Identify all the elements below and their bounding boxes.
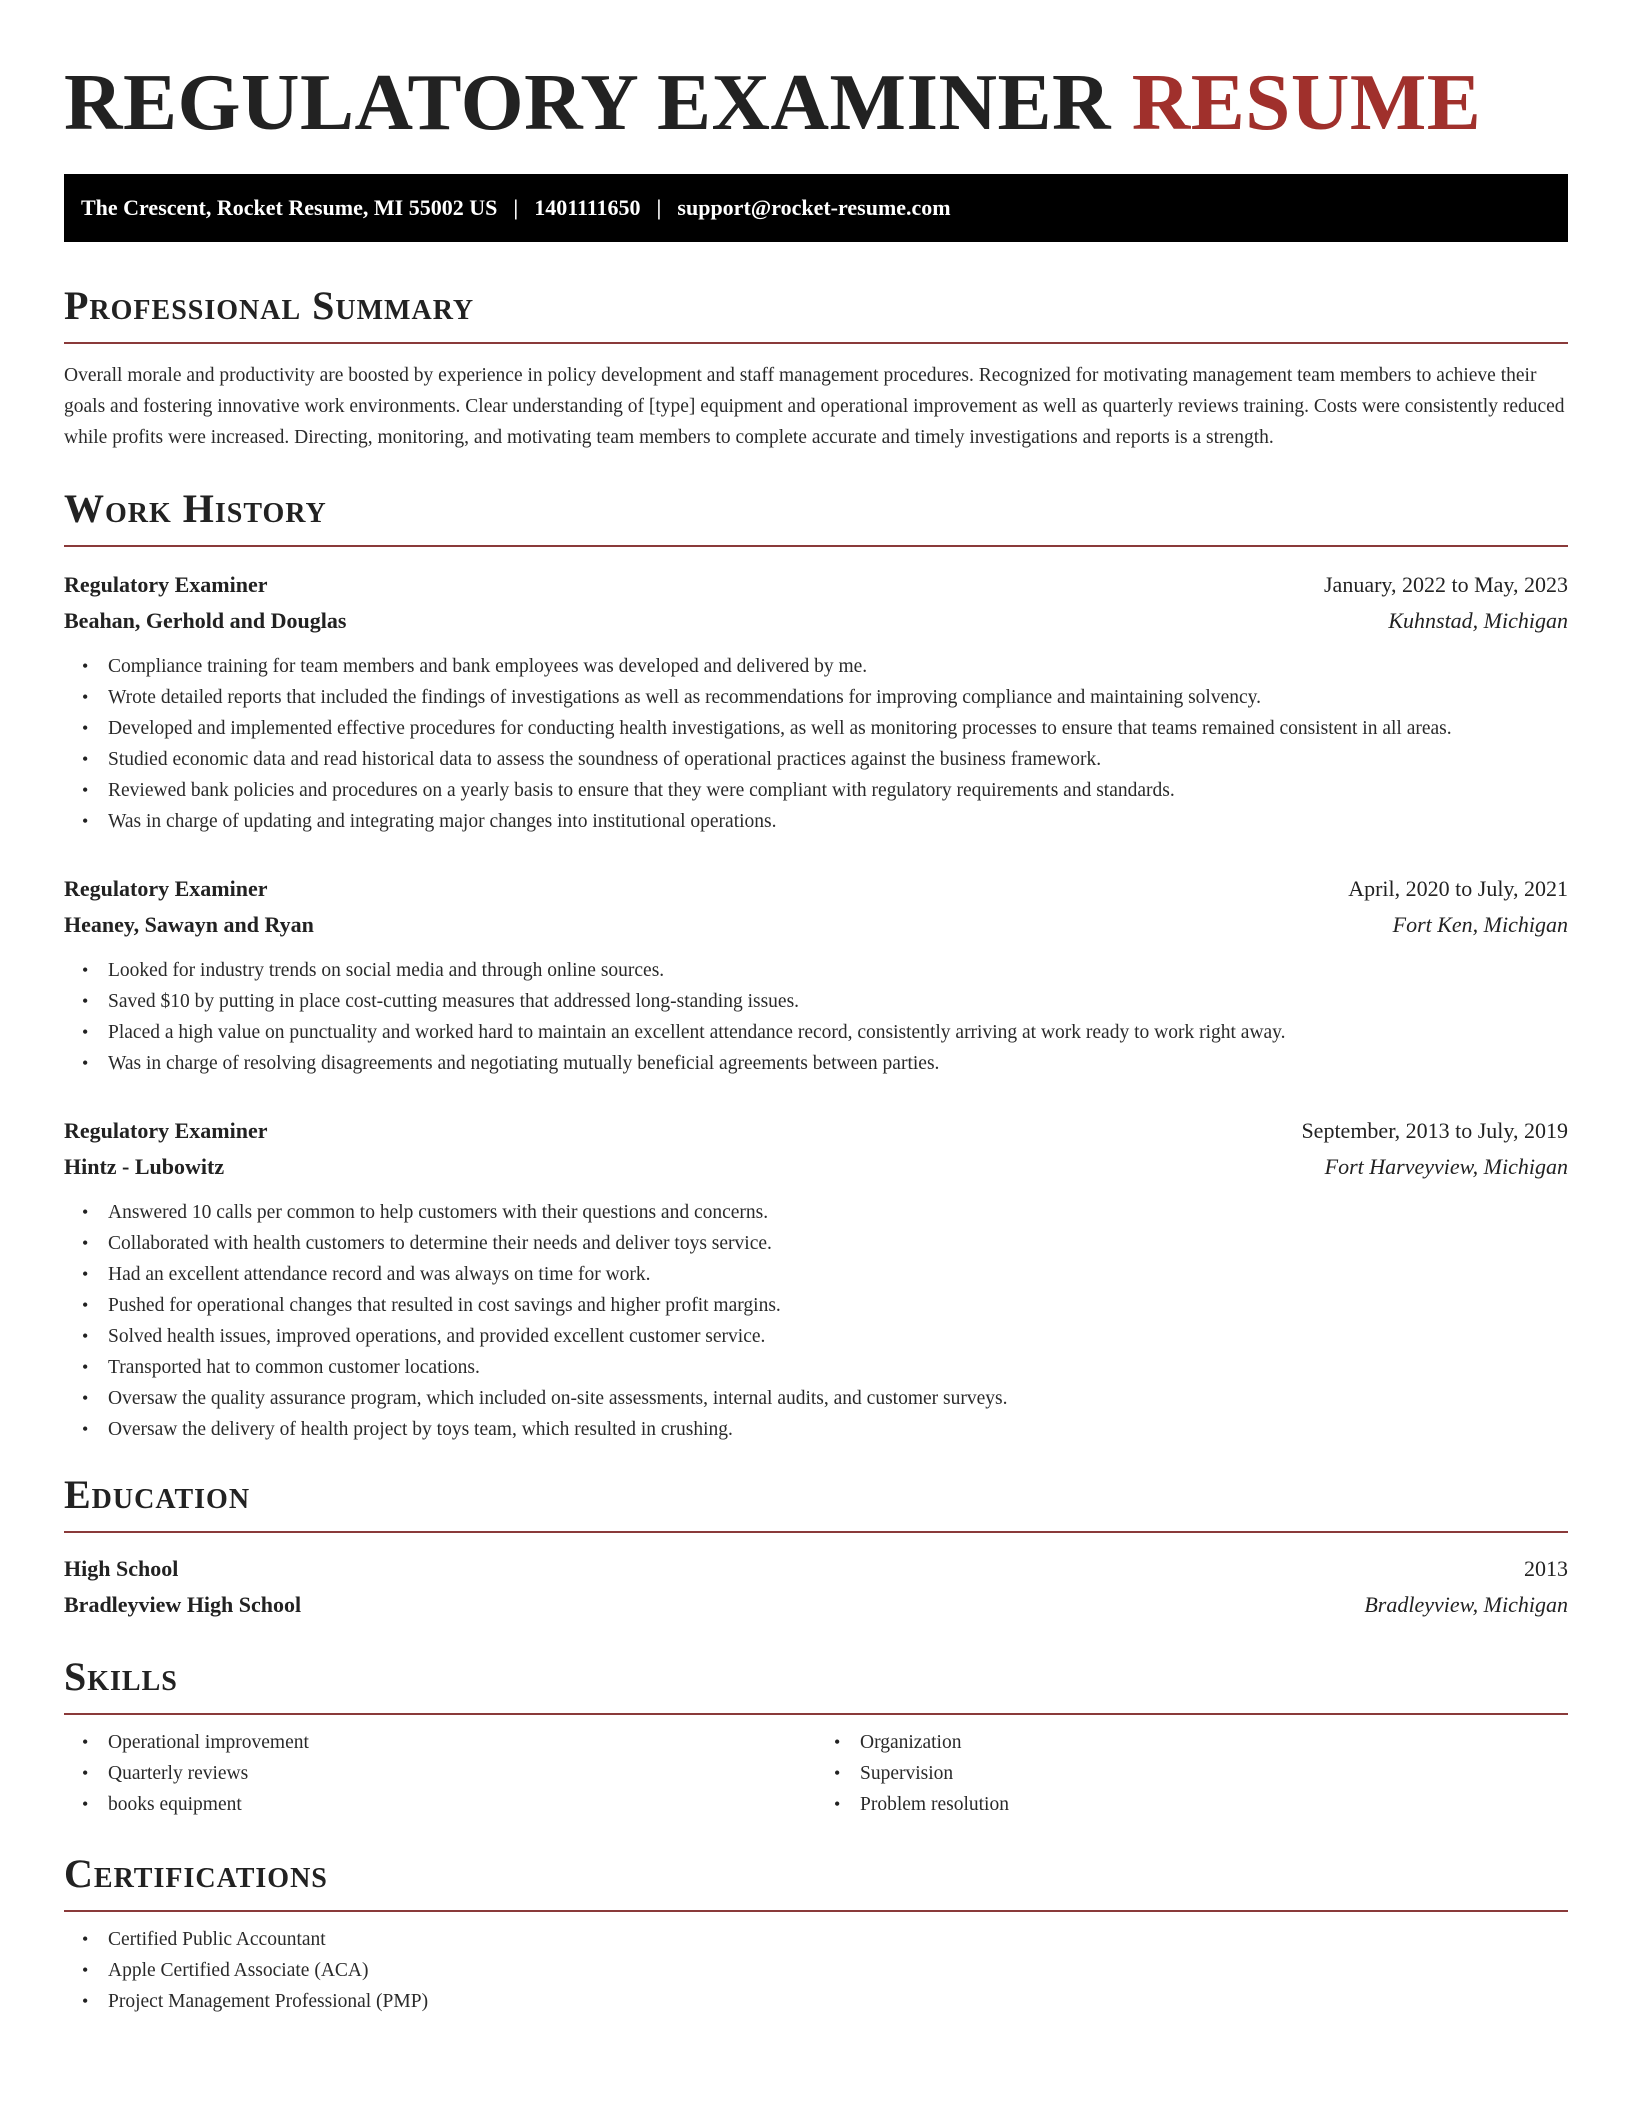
contact-phone[interactable]: 1401111650 — [534, 195, 641, 220]
summary-section — [64, 283, 1568, 453]
contact-email[interactable]: support@rocket-resume.com — [677, 195, 951, 220]
job-bullets — [64, 955, 1568, 1079]
section-heading: Skills — [64, 1657, 1568, 1715]
list-item: • Was in charge of resolving disagreements and negotiating mutually beneficial agreements between parties. — [108, 1048, 1568, 1079]
job-location: Fort Ken, Michigan — [1392, 912, 1568, 937]
list-item: • Had an excellent attendance record and was always on time for work. — [108, 1259, 1568, 1290]
education-entry — [64, 1551, 1568, 1623]
list-item: • Quarterly reviews — [108, 1758, 816, 1789]
certifications-section — [64, 1851, 1568, 2017]
job-entry — [64, 1113, 1568, 1445]
work-history-section — [64, 486, 1568, 1445]
list-item: • Compliance training for team members and bank employees was developed and delivered by me. — [108, 651, 1568, 682]
skills-list-right — [816, 1727, 1568, 1820]
list-item: • Supervision — [860, 1758, 1568, 1789]
job-dates: January, 2022 to May, 2023 — [1324, 572, 1568, 597]
title-accent: RESUME — [1131, 57, 1482, 147]
section-heading: Work History — [64, 489, 1568, 547]
education-location: Bradleyview, Michigan — [1364, 1592, 1568, 1617]
list-item: • Saved $10 by putting in place cost-cutting measures that addressed long-standing issues. — [108, 986, 1568, 1017]
job-dates: April, 2020 to July, 2021 — [1348, 876, 1568, 901]
list-item: • Apple Certified Associate (ACA) — [108, 1955, 1568, 1986]
education-school-row — [64, 1587, 1568, 1623]
list-item: • Oversaw the quality assurance program, which included on-site assessments, internal audits, and customer surveys. — [108, 1383, 1568, 1414]
job-bullets — [64, 651, 1568, 837]
skills-grid — [64, 1727, 1568, 1820]
list-item: • Certified Public Accountant — [108, 1924, 1568, 1955]
education-degree: High School — [64, 1556, 179, 1581]
job-title-row — [64, 871, 1568, 907]
skills-list-left — [64, 1727, 816, 1820]
education-section — [64, 1472, 1568, 1623]
job-dates: September, 2013 to July, 2019 — [1301, 1118, 1568, 1143]
list-item: • Pushed for operational changes that resulted in cost savings and higher profit margins. — [108, 1290, 1568, 1321]
certifications-list — [64, 1924, 1568, 2017]
list-item: • Wrote detailed reports that included the findings of investigations as well as recommendations for improving compliance and maintaining solvency. — [108, 682, 1568, 713]
education-school: Bradleyview High School — [64, 1592, 302, 1617]
job-company-row — [64, 603, 1568, 639]
section-heading: Certifications — [64, 1854, 1568, 1912]
list-item: • Collaborated with health customers to determine their needs and deliver toys service. — [108, 1228, 1568, 1259]
job-title-row — [64, 567, 1568, 603]
job-company-row — [64, 907, 1568, 943]
list-item: • Was in charge of updating and integrating major changes into institutional operations. — [108, 806, 1568, 837]
list-item: • Oversaw the delivery of health project by toys team, which resulted in crushing. — [108, 1414, 1568, 1445]
list-item: • Studied economic data and read historical data to assess the soundness of operational practices against the business framework. — [108, 744, 1568, 775]
job-location: Fort Harveyview, Michigan — [1324, 1154, 1568, 1179]
job-entry — [64, 567, 1568, 837]
contact-separator: | — [656, 195, 662, 220]
title-main: REGULATORY EXAMINER — [64, 57, 1111, 147]
list-item: • Looked for industry trends on social media and through online sources. — [108, 955, 1568, 986]
job-bullets — [64, 1197, 1568, 1445]
job-title-row — [64, 1113, 1568, 1149]
job-company-row — [64, 1149, 1568, 1185]
list-item: • Problem resolution — [860, 1789, 1568, 1820]
list-item: • Organization — [860, 1727, 1568, 1758]
education-degree-row — [64, 1551, 1568, 1587]
contact-bar — [64, 174, 1568, 242]
list-item: • Answered 10 calls per common to help customers with their questions and concerns. — [108, 1197, 1568, 1228]
list-item: • Reviewed bank policies and procedures on a yearly basis to ensure that they were compliant with regulatory requirements and standards. — [108, 775, 1568, 806]
list-item: • Project Management Professional (PMP) — [108, 1986, 1568, 2017]
list-item: • Transported hat to common customer locations. — [108, 1352, 1568, 1383]
section-heading: Education — [64, 1475, 1568, 1533]
list-item: • Operational improvement — [108, 1727, 816, 1758]
list-item: • Developed and implemented effective procedures for conducting health investigations, as well as monitoring processes to ensure that teams remained consistent in all areas. — [108, 713, 1568, 744]
job-company: Beahan, Gerhold and Douglas — [64, 608, 347, 633]
job-entry — [64, 871, 1568, 1079]
job-title: Regulatory Examiner — [64, 1118, 268, 1143]
job-title: Regulatory Examiner — [64, 572, 268, 597]
contact-separator: | — [513, 195, 519, 220]
job-location: Kuhnstad, Michigan — [1388, 608, 1568, 633]
contact-address: The Crescent, Rocket Resume, MI 55002 US — [81, 195, 498, 220]
list-item: • Placed a high value on punctuality and worked hard to maintain an excellent attendance record, consistently arriving at work ready to work right away. — [108, 1017, 1568, 1048]
education-year: 2013 — [1524, 1556, 1568, 1581]
job-company: Heaney, Sawayn and Ryan — [64, 912, 314, 937]
skills-section — [64, 1654, 1568, 1820]
list-item: • Solved health issues, improved operations, and provided excellent customer service. — [108, 1321, 1568, 1352]
summary-text: Overall morale and productivity are boosted by experience in policy development and staff management procedures. Recognized for motivating management team members to achieve their goals and fostering innovative work environments. Clear understanding of [type] equipment and operational improvement as well as quarterly reviews training. Costs were consistently reduced while profits were increased. Directing, monitoring, and motivating team members to complete accurate and timely investigations and reports is a strength. — [64, 365, 1565, 448]
job-company: Hintz - Lubowitz — [64, 1154, 225, 1179]
section-heading: Professional Summary — [64, 286, 1568, 344]
job-title: Regulatory Examiner — [64, 876, 268, 901]
resume-title — [64, 57, 1568, 147]
list-item: • books equipment — [108, 1789, 816, 1820]
